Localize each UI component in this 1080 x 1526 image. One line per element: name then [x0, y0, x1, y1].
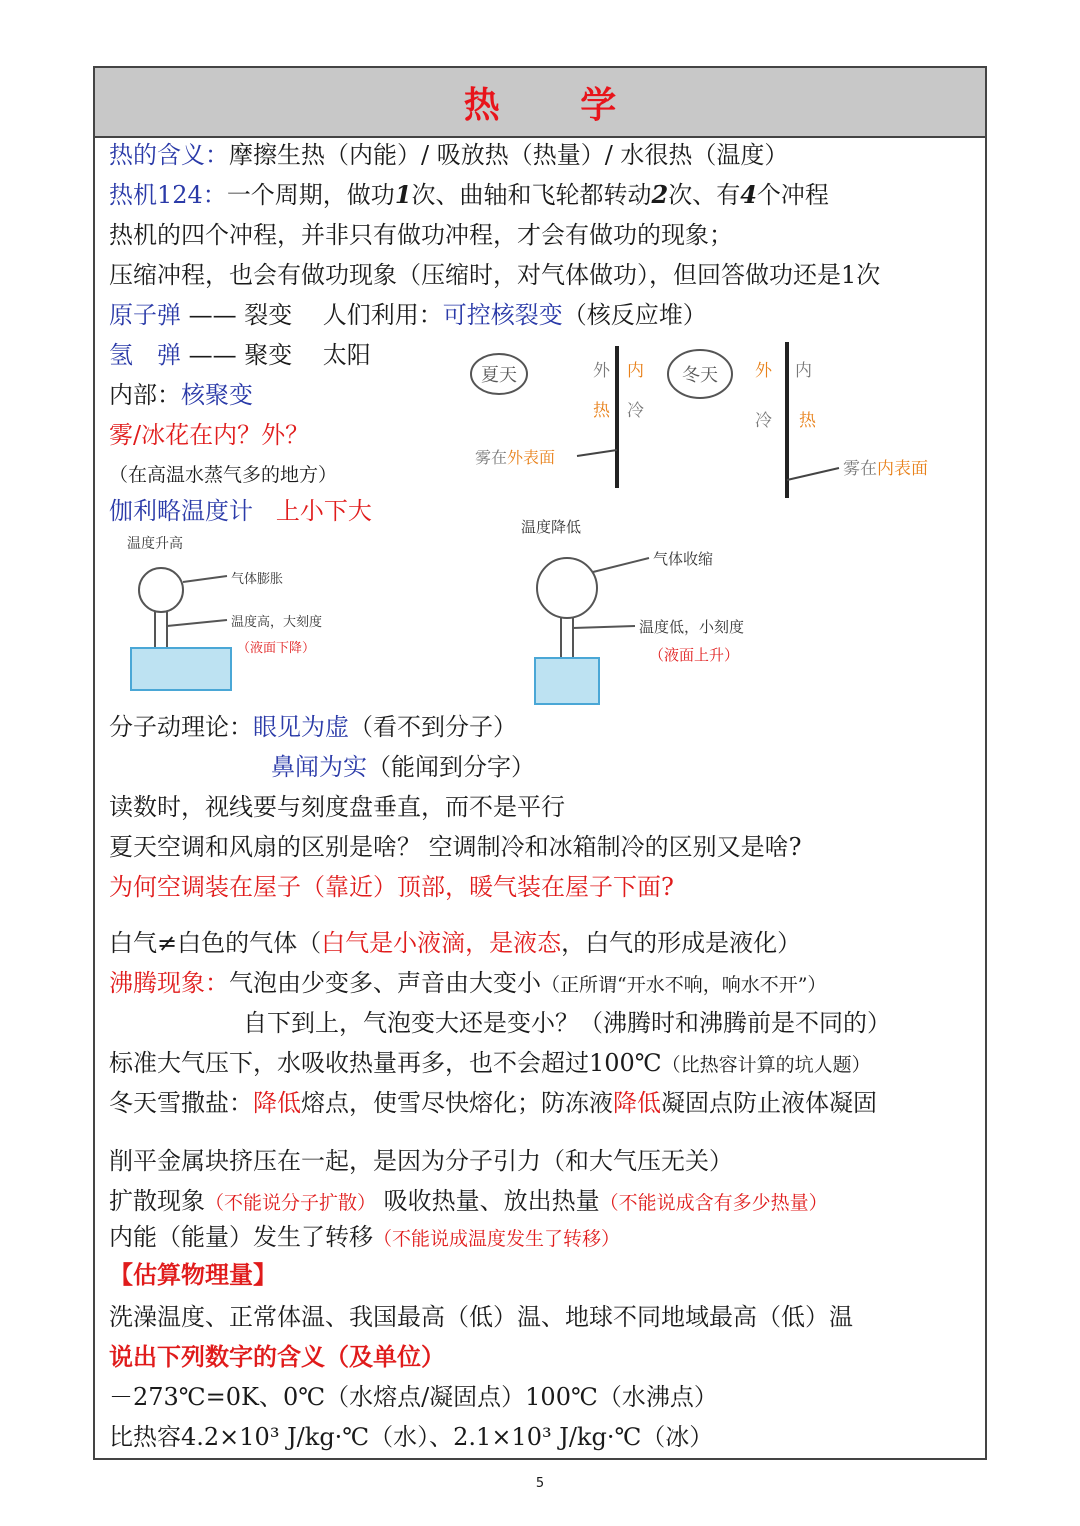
line-white-gas: 白气≠白色的气体（白气是小液滴，是液态，白气的形成是液化）	[109, 929, 802, 957]
summer-re: 热	[593, 401, 610, 421]
left-level: （液面下降）	[237, 641, 316, 656]
page-title: 热 学	[463, 84, 651, 126]
line-compression: 压缩冲程，也会有做功现象（压缩时，对气体做功），但回答做功还是1次	[109, 261, 881, 289]
line-hydrogen-bomb: 氢 弹 —— 聚变 太阳	[109, 341, 371, 369]
line-galileo: 伽利略温度计 上小下大	[109, 497, 372, 525]
line-diffusion: 扩散现象（不能说分子扩散） 吸收热量、放出热量（不能说成含有多少热量）	[109, 1187, 828, 1215]
right-gas: 气体收缩	[653, 550, 714, 568]
winter-wai: 外	[755, 361, 772, 381]
left-bulb	[139, 568, 183, 612]
winter-leng: 冷	[755, 411, 772, 431]
page-number: 5	[535, 1476, 545, 1491]
line-fog-question: 雾/冰花在内？外？	[109, 421, 310, 449]
fog-out-a: 雾在	[475, 448, 508, 467]
line-ac-fan: 夏天空调和风扇的区别是啥？ 空调制冷和冰箱制冷的区别又是啥?	[109, 833, 802, 861]
right-title: 温度降低	[521, 518, 582, 536]
line-inner-fusion: 内部：核聚变	[109, 381, 253, 409]
season-window-diagram	[465, 338, 985, 503]
right-beaker	[535, 658, 599, 704]
summer-nei: 内	[627, 361, 644, 381]
line-fog-note: （在高温水蒸气多的地方）	[109, 464, 338, 486]
line-boiling: 沸腾现象：气泡由少变多、声音由大变小（正所谓“开水不响，响水不开”）	[109, 969, 827, 997]
line-temperatures: 洗澡温度、正常体温、我国最高（低）温、地球不同地域最高（低）温	[109, 1303, 853, 1331]
line-boiling-point: 标准大气压下，水吸收热量再多，也不会超过100℃（比热容计算的坑人题）	[109, 1049, 871, 1077]
thermometer-diagram	[115, 508, 975, 708]
left-reading: 温度高，大刻度	[231, 615, 323, 630]
line-molecular-theory: 分子动理论：眼见为虚（看不到分子）	[109, 713, 517, 741]
title-bar	[95, 68, 985, 138]
line-ac-position: 为何空调装在屋子（靠近）顶部，暖气装在屋子下面?	[109, 873, 674, 901]
right-reading: 温度低，小刻度	[639, 618, 745, 636]
winter-label: 冬天	[682, 365, 718, 386]
summer-wai: 外	[593, 361, 610, 381]
line-atomic-bomb: 原子弹 —— 裂变 人们利用：可控核裂变（核反应堆）	[109, 301, 707, 329]
right-bulb	[537, 558, 597, 618]
line-four-strokes: 热机的四个冲程，并非只有做功冲程，才会有做功的现象；	[109, 221, 733, 249]
line-specific-heat: 比热容4.2×10³ J/kg·℃（水）、2.1×10³ J/kg·℃（冰）	[109, 1423, 714, 1451]
line-bubbles: 自下到上，气泡变大还是变小？（沸腾时和沸腾前是不同的）	[243, 1009, 891, 1037]
line-internal-energy: 内能（能量）发生了转移（不能说成温度发生了转移）	[109, 1223, 621, 1251]
left-beaker	[131, 648, 231, 690]
line-salt-snow: 冬天雪撒盐：降低熔点，使雪尽快熔化；防冻液降低凝固点防止液体凝固	[109, 1089, 877, 1117]
line-heat-meaning: 热的含义：摩擦生热（内能）/ 吸放热（热量）/ 水很热（温度）	[109, 141, 789, 169]
line-numbers-heading: 说出下列数字的含义（及单位）	[109, 1342, 445, 1371]
fog-in-a: 雾在	[843, 459, 877, 479]
line-heat-engine: 热机124：一个周期，做功1次、曲轴和飞轮都转动2次、有4个冲程	[109, 180, 829, 209]
content-frame	[93, 66, 987, 1460]
section-estimate: 【估算物理量】	[109, 1260, 277, 1289]
fog-in-b: 内表面	[877, 459, 928, 479]
winter-nei: 内	[795, 361, 812, 381]
left-gas: 气体膨胀	[231, 572, 284, 587]
line-metal-block: 削平金属块挤压在一起，是因为分子引力（和大气压无关）	[109, 1147, 733, 1175]
line-reading: 读数时，视线要与刻度盘垂直，而不是平行	[109, 793, 565, 821]
line-smell: 鼻闻为实（能闻到分字）	[271, 753, 535, 781]
right-level: （液面上升）	[649, 646, 740, 664]
summer-label: 夏天	[481, 365, 517, 386]
line-kelvin: －273℃=0K、0℃（水熔点/凝固点）100℃（水沸点）	[109, 1383, 718, 1411]
winter-re: 热	[799, 411, 816, 431]
left-title: 温度升高	[127, 536, 183, 552]
summer-leng: 冷	[627, 401, 644, 421]
fog-out-b: 外表面	[507, 448, 556, 467]
